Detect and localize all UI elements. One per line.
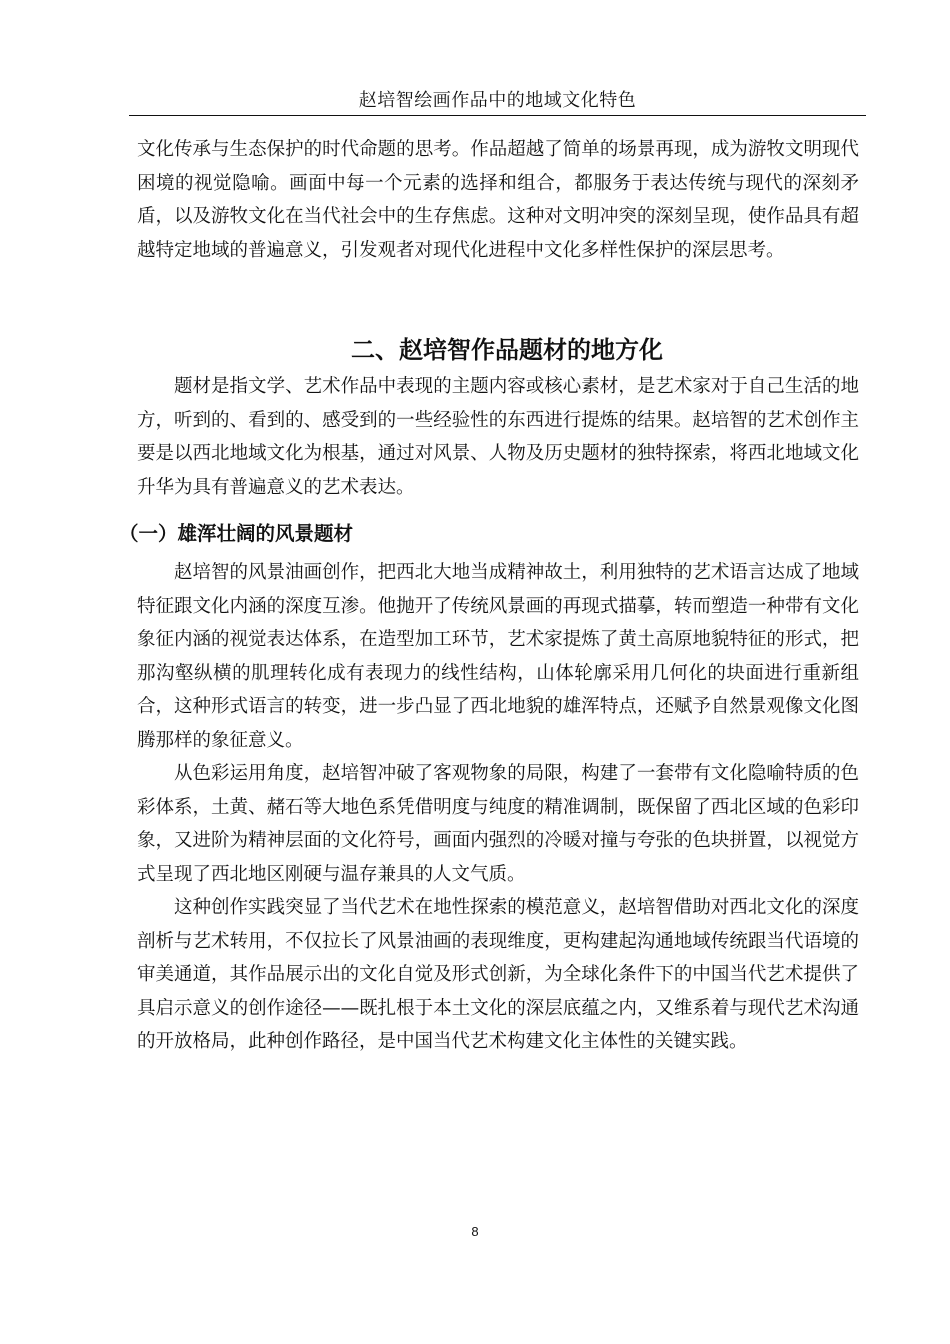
header-divider xyxy=(129,115,866,116)
page-number: 8 xyxy=(471,1224,479,1239)
body-paragraph-landscape: 赵培智的风景油画创作，把西北大地当成精神故土，利用独特的艺术语言达成了地域特征跟文化内涵的深度互渗。他抛开了传统风景画的再现式描摹，转而塑造一种带有文化象征内涵的视觉表达体系，在造型加工环节，艺术家提炼了黄土高原地貌特征的形式，把那沟壑纵横的肌理转化成有表现力的线性结构，山体轮廓采用几何化的块面进行重新组合，这种形式语言的转变，进一步凸显了西北地貌的雄浑特点，还赋予自然景观像文化图腾那样的象征意义。 xyxy=(137,562,859,751)
body-paragraph-color: 从色彩运用角度，赵培智冲破了客观物象的局限，构建了一套带有文化隐喻特质的色彩体系，土黄、赭石等大地色系凭借明度与纯度的精准调制，既保留了西北区域的色彩印象，又进阶为精神层面的文化符号，画面内强烈的冷暖对撞与夸张的色块拼置，以视觉方式呈现了西北地区刚硬与温存兼具的人文气质。 xyxy=(137,763,859,885)
running-header: 赵培智绘画作品中的地域文化特色 xyxy=(358,90,637,111)
body-paragraph-practice: 这种创作实践突显了当代艺术在地性探索的模范意义，赵培智借助对西北文化的深度剖析与艺术转用，不仅拉长了风景油画的表现维度，更构建起沟通地域传统跟当代语境的审美通道，其作品展示出的文化自觉及形式创新，为全球化条件下的中国当代艺术提供了具启示意义的创作途径——既扎根于本土文化的深层底蕴之内，又维系着与现代艺术沟通的开放格局，此种创作路径，是中国当代艺术构建文化主体性的关键实践。 xyxy=(137,897,859,1052)
section-paragraph: 题材是指文学、艺术作品中表现的主题内容或核心素材，是艺术家对于自己生活的地方，听到的、看到的、感受到的一些经验性的东西进行提炼的结果。赵培智的艺术创作主要是以西北地域文化为根基，通过对风景、人物及历史题材的独特探索，将西北地域文化升华为具有普遍意义的艺术表达。 xyxy=(137,376,859,498)
subsection-heading: （一）雄浑壮阔的风景题材 xyxy=(119,522,354,545)
section-heading: 二、赵培智作品题材的地方化 xyxy=(351,336,663,364)
page-body xyxy=(119,133,859,1059)
intro-paragraph: 文化传承与生态保护的时代命题的思考。作品超越了简单的场景再现，成为游牧文明现代困境的视觉隐喻。画面中每一个元素的选择和组合，都服务于表达传统与现代的深刻矛盾，以及游牧文化在当代社会中的生存焦虑。这种对文明冲突的深刻呈现，使作品具有超越特定地域的普遍意义，引发观者对现代化进程中文化多样性保护的深层思考。 xyxy=(137,139,859,261)
